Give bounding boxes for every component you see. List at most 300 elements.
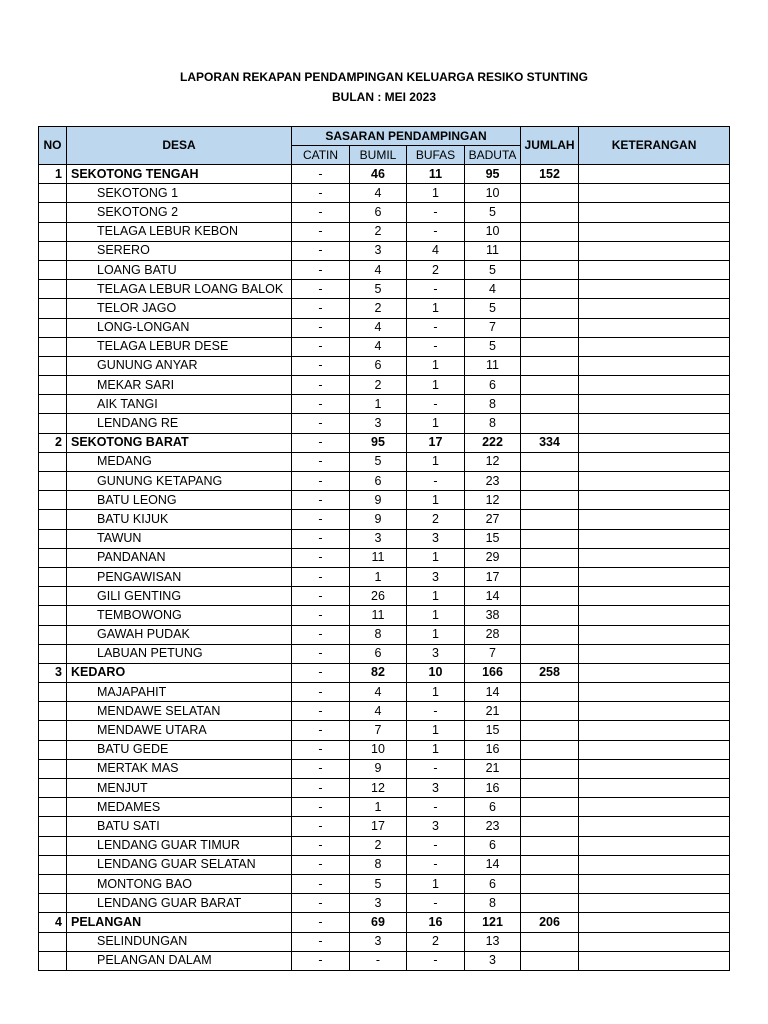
cell-jumlah — [521, 510, 579, 529]
cell-bumil: - — [350, 951, 407, 970]
report-subtitle: BULAN : MEI 2023 — [331, 90, 437, 104]
cell-catin: - — [292, 510, 350, 529]
cell-jumlah — [521, 376, 579, 395]
cell-no — [39, 606, 67, 625]
cell-keterangan — [579, 798, 730, 817]
cell-keterangan — [579, 644, 730, 663]
cell-keterangan — [579, 414, 730, 433]
cell-keterangan — [579, 280, 730, 299]
cell-keterangan — [579, 222, 730, 241]
cell-no — [39, 855, 67, 874]
cell-bufas: - — [407, 894, 465, 913]
group-row — [39, 433, 730, 452]
cell-bufas: - — [407, 222, 465, 241]
cell-no — [39, 836, 67, 855]
cell-bufas: 3 — [407, 817, 465, 836]
cell-jumlah — [521, 606, 579, 625]
cell-no — [39, 395, 67, 414]
cell-baduta: 222 — [465, 433, 521, 452]
table-row — [39, 203, 730, 222]
cell-keterangan — [579, 510, 730, 529]
cell-no: 2 — [39, 433, 67, 452]
table-row — [39, 740, 730, 759]
cell-jumlah — [521, 414, 579, 433]
cell-bumil: 82 — [350, 663, 407, 682]
cell-desa: TELAGA LEBUR KEBON — [67, 222, 292, 241]
cell-desa: MERTAK MAS — [67, 759, 292, 778]
cell-catin: - — [292, 491, 350, 510]
cell-keterangan — [579, 472, 730, 491]
cell-jumlah — [521, 817, 579, 836]
cell-desa: MENJUT — [67, 779, 292, 798]
cell-desa: TELAGA LEBUR DESE — [67, 337, 292, 356]
cell-bumil: 1 — [350, 798, 407, 817]
table-row — [39, 644, 730, 663]
cell-bumil: 2 — [350, 836, 407, 855]
cell-baduta: 16 — [465, 779, 521, 798]
group-row — [39, 663, 730, 682]
header-keterangan: KETERANGAN — [579, 127, 730, 165]
table-row — [39, 184, 730, 203]
cell-bumil: 1 — [350, 395, 407, 414]
cell-keterangan — [579, 299, 730, 318]
cell-bumil: 8 — [350, 625, 407, 644]
cell-keterangan — [579, 337, 730, 356]
table-row — [39, 452, 730, 471]
cell-catin: - — [292, 644, 350, 663]
cell-desa: BATU SATI — [67, 817, 292, 836]
cell-bumil: 4 — [350, 318, 407, 337]
cell-desa: BATU KIJUK — [67, 510, 292, 529]
cell-catin: - — [292, 874, 350, 893]
cell-bufas: - — [407, 318, 465, 337]
cell-no — [39, 567, 67, 586]
cell-jumlah — [521, 280, 579, 299]
header-no: NO — [39, 127, 67, 165]
cell-baduta: 27 — [465, 510, 521, 529]
cell-desa: TELAGA LEBUR LOANG BALOK — [67, 280, 292, 299]
cell-desa: LENDANG GUAR SELATAN — [67, 855, 292, 874]
table-row — [39, 395, 730, 414]
cell-no — [39, 356, 67, 375]
table-row — [39, 472, 730, 491]
cell-desa: SEKOTONG 2 — [67, 203, 292, 222]
cell-keterangan — [579, 395, 730, 414]
cell-jumlah: 152 — [521, 165, 579, 184]
cell-desa: PANDANAN — [67, 548, 292, 567]
cell-baduta: 13 — [465, 932, 521, 951]
cell-jumlah — [521, 874, 579, 893]
cell-catin: - — [292, 740, 350, 759]
cell-jumlah — [521, 318, 579, 337]
cell-no — [39, 414, 67, 433]
cell-jumlah — [521, 395, 579, 414]
cell-baduta: 121 — [465, 913, 521, 932]
cell-keterangan — [579, 683, 730, 702]
cell-catin: - — [292, 663, 350, 682]
cell-catin: - — [292, 299, 350, 318]
cell-desa: GILI GENTING — [67, 587, 292, 606]
cell-jumlah — [521, 472, 579, 491]
cell-no — [39, 280, 67, 299]
cell-bufas: - — [407, 203, 465, 222]
cell-baduta: 8 — [465, 414, 521, 433]
cell-catin: - — [292, 203, 350, 222]
cell-bumil: 2 — [350, 222, 407, 241]
cell-catin: - — [292, 395, 350, 414]
cell-catin: - — [292, 932, 350, 951]
cell-keterangan — [579, 932, 730, 951]
cell-desa: MAJAPAHIT — [67, 683, 292, 702]
cell-baduta: 12 — [465, 491, 521, 510]
cell-bufas: 1 — [407, 548, 465, 567]
cell-catin: - — [292, 683, 350, 702]
cell-keterangan — [579, 663, 730, 682]
report-title: LAPORAN REKAPAN PENDAMPINGAN KELUARGA RESIKO STUNTING — [179, 70, 588, 84]
cell-bufas: 1 — [407, 491, 465, 510]
cell-bufas: 1 — [407, 587, 465, 606]
table-row — [39, 702, 730, 721]
cell-catin: - — [292, 951, 350, 970]
table-row — [39, 548, 730, 567]
cell-desa: SERERO — [67, 241, 292, 260]
cell-keterangan — [579, 548, 730, 567]
cell-keterangan — [579, 606, 730, 625]
cell-bufas: - — [407, 395, 465, 414]
cell-no: 1 — [39, 165, 67, 184]
table-row — [39, 874, 730, 893]
header-baduta: BADUTA — [465, 146, 521, 165]
table-row — [39, 759, 730, 778]
cell-no — [39, 222, 67, 241]
cell-bufas: - — [407, 836, 465, 855]
cell-baduta: 16 — [465, 740, 521, 759]
cell-jumlah — [521, 740, 579, 759]
cell-bumil: 10 — [350, 740, 407, 759]
cell-baduta: 21 — [465, 702, 521, 721]
cell-baduta: 10 — [465, 222, 521, 241]
cell-baduta: 3 — [465, 951, 521, 970]
cell-no — [39, 587, 67, 606]
cell-desa: MEKAR SARI — [67, 376, 292, 395]
cell-jumlah — [521, 567, 579, 586]
cell-jumlah: 258 — [521, 663, 579, 682]
cell-desa: GUNUNG KETAPANG — [67, 472, 292, 491]
cell-jumlah — [521, 356, 579, 375]
table-row — [39, 241, 730, 260]
cell-keterangan — [579, 376, 730, 395]
cell-jumlah — [521, 241, 579, 260]
cell-no — [39, 318, 67, 337]
cell-desa: SELINDUNGAN — [67, 932, 292, 951]
cell-catin: - — [292, 472, 350, 491]
cell-desa: MENDAWE SELATAN — [67, 702, 292, 721]
cell-desa: MEDAMES — [67, 798, 292, 817]
cell-bumil: 4 — [350, 184, 407, 203]
cell-catin: - — [292, 817, 350, 836]
table-row — [39, 318, 730, 337]
cell-no — [39, 260, 67, 279]
table-row — [39, 894, 730, 913]
cell-no: 3 — [39, 663, 67, 682]
header-desa: DESA — [67, 127, 292, 165]
table-row — [39, 529, 730, 548]
cell-bumil: 3 — [350, 241, 407, 260]
cell-bufas: 1 — [407, 356, 465, 375]
cell-baduta: 15 — [465, 529, 521, 548]
cell-bufas: 1 — [407, 874, 465, 893]
cell-catin: - — [292, 260, 350, 279]
header-catin: CATIN — [292, 146, 350, 165]
cell-keterangan — [579, 318, 730, 337]
group-row — [39, 165, 730, 184]
cell-catin: - — [292, 548, 350, 567]
cell-bumil: 17 — [350, 817, 407, 836]
table-body — [39, 165, 730, 971]
cell-catin: - — [292, 587, 350, 606]
cell-bumil: 4 — [350, 260, 407, 279]
cell-bumil: 9 — [350, 759, 407, 778]
cell-baduta: 14 — [465, 855, 521, 874]
cell-desa: GUNUNG ANYAR — [67, 356, 292, 375]
cell-bumil: 69 — [350, 913, 407, 932]
cell-bumil: 12 — [350, 779, 407, 798]
cell-desa: MENDAWE UTARA — [67, 721, 292, 740]
cell-baduta: 5 — [465, 260, 521, 279]
cell-desa: SEKOTONG BARAT — [67, 433, 292, 452]
cell-bumil: 4 — [350, 337, 407, 356]
cell-desa: LENDANG RE — [67, 414, 292, 433]
cell-desa: MEDANG — [67, 452, 292, 471]
cell-jumlah — [521, 587, 579, 606]
cell-keterangan — [579, 165, 730, 184]
cell-catin: - — [292, 894, 350, 913]
cell-jumlah — [521, 951, 579, 970]
cell-no — [39, 759, 67, 778]
cell-bumil: 4 — [350, 702, 407, 721]
cell-baduta: 11 — [465, 356, 521, 375]
cell-no — [39, 779, 67, 798]
cell-keterangan — [579, 817, 730, 836]
cell-bufas: - — [407, 798, 465, 817]
cell-keterangan — [579, 836, 730, 855]
cell-bufas: - — [407, 472, 465, 491]
cell-bumil: 6 — [350, 644, 407, 663]
cell-jumlah — [521, 683, 579, 702]
cell-baduta: 23 — [465, 817, 521, 836]
cell-no — [39, 299, 67, 318]
cell-baduta: 15 — [465, 721, 521, 740]
cell-baduta: 10 — [465, 184, 521, 203]
cell-bumil: 9 — [350, 491, 407, 510]
table-row — [39, 798, 730, 817]
cell-baduta: 14 — [465, 587, 521, 606]
cell-catin: - — [292, 606, 350, 625]
table-row — [39, 356, 730, 375]
cell-desa: TEMBOWONG — [67, 606, 292, 625]
cell-desa: AIK TANGI — [67, 395, 292, 414]
table-row — [39, 855, 730, 874]
cell-bumil: 8 — [350, 855, 407, 874]
cell-desa: KEDARO — [67, 663, 292, 682]
cell-no — [39, 529, 67, 548]
cell-catin: - — [292, 721, 350, 740]
cell-desa: TELOR JAGO — [67, 299, 292, 318]
cell-desa: LONG-LONGAN — [67, 318, 292, 337]
cell-bumil: 26 — [350, 587, 407, 606]
cell-desa: SEKOTONG TENGAH — [67, 165, 292, 184]
cell-jumlah — [521, 855, 579, 874]
cell-bumil: 1 — [350, 567, 407, 586]
cell-no — [39, 510, 67, 529]
cell-bumil: 6 — [350, 472, 407, 491]
cell-bumil: 2 — [350, 376, 407, 395]
cell-catin: - — [292, 356, 350, 375]
cell-baduta: 23 — [465, 472, 521, 491]
cell-jumlah: 334 — [521, 433, 579, 452]
cell-bumil: 95 — [350, 433, 407, 452]
cell-bumil: 11 — [350, 548, 407, 567]
cell-baduta: 5 — [465, 299, 521, 318]
cell-catin: - — [292, 913, 350, 932]
table-row — [39, 337, 730, 356]
cell-baduta: 14 — [465, 683, 521, 702]
cell-bumil: 5 — [350, 874, 407, 893]
cell-keterangan — [579, 241, 730, 260]
cell-keterangan — [579, 759, 730, 778]
cell-baduta: 95 — [465, 165, 521, 184]
cell-no — [39, 625, 67, 644]
cell-baduta: 17 — [465, 567, 521, 586]
cell-bufas: 16 — [407, 913, 465, 932]
table-row — [39, 510, 730, 529]
cell-keterangan — [579, 184, 730, 203]
cell-desa: LENDANG GUAR TIMUR — [67, 836, 292, 855]
cell-desa: SEKOTONG 1 — [67, 184, 292, 203]
cell-jumlah — [521, 337, 579, 356]
cell-baduta: 5 — [465, 203, 521, 222]
cell-jumlah — [521, 203, 579, 222]
cell-desa: LENDANG GUAR BARAT — [67, 894, 292, 913]
cell-keterangan — [579, 721, 730, 740]
cell-keterangan — [579, 529, 730, 548]
header-bumil: BUMIL — [350, 146, 407, 165]
header-row — [39, 127, 730, 146]
cell-keterangan — [579, 855, 730, 874]
cell-bufas: - — [407, 951, 465, 970]
cell-no — [39, 644, 67, 663]
cell-bufas: 3 — [407, 529, 465, 548]
cell-keterangan — [579, 894, 730, 913]
table-row — [39, 587, 730, 606]
cell-catin: - — [292, 529, 350, 548]
cell-baduta: 28 — [465, 625, 521, 644]
cell-bufas: 2 — [407, 510, 465, 529]
cell-no: 4 — [39, 913, 67, 932]
cell-baduta: 8 — [465, 395, 521, 414]
cell-bumil: 3 — [350, 932, 407, 951]
cell-catin: - — [292, 759, 350, 778]
cell-jumlah — [521, 491, 579, 510]
cell-keterangan — [579, 874, 730, 893]
cell-jumlah — [521, 299, 579, 318]
cell-baduta: 6 — [465, 836, 521, 855]
cell-bufas: 1 — [407, 299, 465, 318]
cell-bufas: 1 — [407, 414, 465, 433]
cell-bufas: 1 — [407, 452, 465, 471]
cell-desa: PELANGAN DALAM — [67, 951, 292, 970]
cell-bufas: - — [407, 759, 465, 778]
cell-no — [39, 798, 67, 817]
cell-bufas: 2 — [407, 932, 465, 951]
cell-no — [39, 376, 67, 395]
cell-baduta: 6 — [465, 874, 521, 893]
cell-jumlah — [521, 644, 579, 663]
cell-desa: LABUAN PETUNG — [67, 644, 292, 663]
cell-jumlah — [521, 798, 579, 817]
table-row — [39, 222, 730, 241]
cell-no — [39, 452, 67, 471]
cell-desa: MONTONG BAO — [67, 874, 292, 893]
cell-no — [39, 184, 67, 203]
cell-bumil: 3 — [350, 414, 407, 433]
cell-jumlah — [521, 932, 579, 951]
cell-baduta: 7 — [465, 318, 521, 337]
cell-jumlah — [521, 721, 579, 740]
cell-jumlah — [521, 625, 579, 644]
cell-baduta: 21 — [465, 759, 521, 778]
cell-jumlah — [521, 184, 579, 203]
table-row — [39, 299, 730, 318]
cell-desa: GAWAH PUDAK — [67, 625, 292, 644]
cell-bufas: 2 — [407, 260, 465, 279]
cell-bufas: 1 — [407, 606, 465, 625]
table-row — [39, 932, 730, 951]
table-row — [39, 491, 730, 510]
table-row — [39, 683, 730, 702]
cell-desa: BATU GEDE — [67, 740, 292, 759]
cell-jumlah — [521, 836, 579, 855]
cell-catin: - — [292, 222, 350, 241]
cell-bufas: 3 — [407, 644, 465, 663]
cell-bufas: 4 — [407, 241, 465, 260]
table-row — [39, 817, 730, 836]
cell-keterangan — [579, 951, 730, 970]
cell-jumlah: 206 — [521, 913, 579, 932]
cell-bumil: 9 — [350, 510, 407, 529]
table-row — [39, 779, 730, 798]
cell-bumil: 11 — [350, 606, 407, 625]
table-row — [39, 606, 730, 625]
cell-bufas: 1 — [407, 740, 465, 759]
cell-baduta: 12 — [465, 452, 521, 471]
table-row — [39, 414, 730, 433]
cell-jumlah — [521, 452, 579, 471]
cell-bufas: 10 — [407, 663, 465, 682]
cell-catin: - — [292, 702, 350, 721]
cell-baduta: 7 — [465, 644, 521, 663]
cell-catin: - — [292, 855, 350, 874]
group-row — [39, 913, 730, 932]
cell-catin: - — [292, 241, 350, 260]
cell-catin: - — [292, 414, 350, 433]
table-row — [39, 280, 730, 299]
cell-keterangan — [579, 203, 730, 222]
cell-baduta: 5 — [465, 337, 521, 356]
cell-bumil: 3 — [350, 529, 407, 548]
cell-bufas: 17 — [407, 433, 465, 452]
cell-bumil: 4 — [350, 683, 407, 702]
